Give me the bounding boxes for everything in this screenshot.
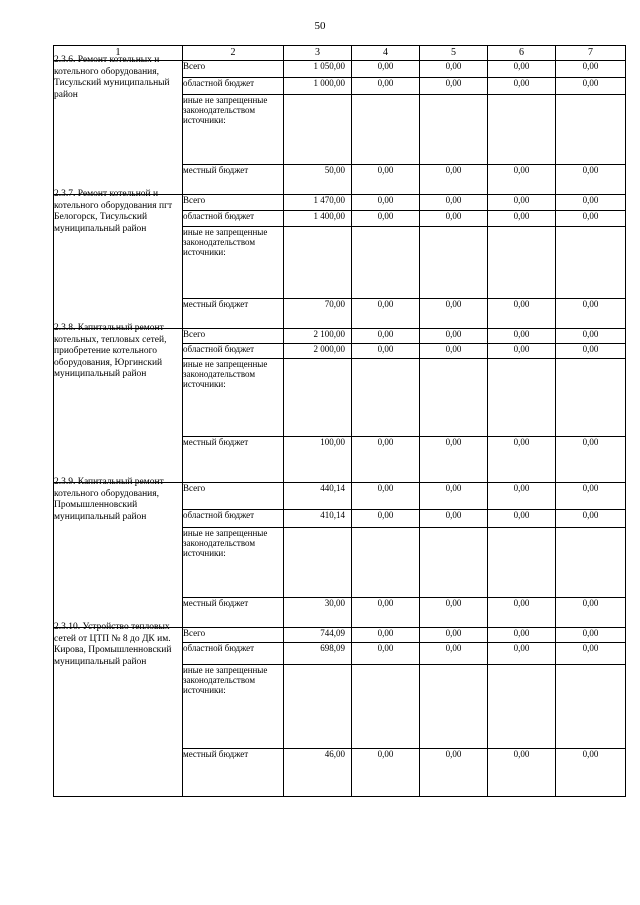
amount-cell [488,227,556,299]
amount-cell: 0,00 [420,165,488,195]
amount-cell: 0,00 [556,61,626,78]
amount-cell: 0,00 [488,211,556,227]
amount-cell: 744,09 [284,628,352,643]
funding-source-other: иные не запрещенные законодательством источники: [183,227,284,299]
amount-cell: 0,00 [488,749,556,797]
measure-description [54,622,183,797]
column-header: 3 [284,46,352,61]
amount-cell [420,665,488,749]
amount-cell [488,359,556,437]
amount-cell: 0,00 [488,628,556,643]
measure-description [54,55,183,195]
amount-cell: 0,00 [352,61,420,78]
amount-cell: 1 400,00 [284,211,352,227]
measure-description [54,323,183,483]
amount-cell: 0,00 [352,78,420,95]
column-header: 4 [352,46,420,61]
amount-cell: 0,00 [556,483,626,510]
measure-description [54,477,183,628]
budget-table [53,45,626,797]
amount-cell: 2 100,00 [284,329,352,344]
amount-cell: 0,00 [420,643,488,665]
amount-cell [420,528,488,598]
amount-cell: 0,00 [420,329,488,344]
measure-description-text: 2.3.10. Устройство тепловых сетей от ЦТП № 8 до ДК им. Кирова, Промышленновский муниципальный район [54,622,172,667]
funding-source-local: местный бюджет [183,165,284,195]
amount-cell: 0,00 [556,165,626,195]
amount-cell: 0,00 [352,165,420,195]
amount-cell: 0,00 [352,195,420,211]
amount-cell: 0,00 [420,344,488,359]
amount-cell: 0,00 [352,211,420,227]
amount-cell: 0,00 [488,329,556,344]
amount-cell: 100,00 [284,437,352,483]
funding-source-other: иные не запрещенные законодательством источники: [183,528,284,598]
amount-cell: 0,00 [556,598,626,628]
amount-cell: 0,00 [352,329,420,344]
column-header: 2 [183,46,284,61]
amount-cell: 0,00 [556,299,626,329]
amount-cell: 0,00 [488,195,556,211]
amount-cell [556,528,626,598]
table-body [54,55,626,797]
funding-source-other: иные не запрещенные законодательством источники: [183,95,284,165]
amount-cell: 0,00 [352,628,420,643]
table-row [54,195,626,211]
column-header: 6 [488,46,556,61]
amount-cell: 0,00 [488,598,556,628]
amount-cell: 0,00 [488,299,556,329]
funding-source-local: местный бюджет [183,299,284,329]
amount-cell: 0,00 [420,628,488,643]
measure-description [54,189,183,329]
amount-cell: 0,00 [420,299,488,329]
amount-cell: 30,00 [284,598,352,628]
measure-description-text: 2.3.7. Ремонт котельной и котельного оборудования пгт Белогорск, Тисульский муниципальный район [54,189,173,234]
amount-cell: 0,00 [556,211,626,227]
amount-cell: 0,00 [420,749,488,797]
amount-cell: 698,09 [284,643,352,665]
funding-source-total: Всего [183,329,284,344]
funding-source-regional: областной бюджет [183,510,284,528]
amount-cell: 0,00 [352,510,420,528]
amount-cell: 0,00 [488,643,556,665]
amount-cell: 0,00 [556,510,626,528]
amount-cell [284,359,352,437]
funding-source-local: местный бюджет [183,437,284,483]
amount-cell [284,528,352,598]
measure-description-text: 2.3.9. Капитальный ремонт котельного оборудования, Промышленновский муниципальный район [54,477,164,522]
amount-cell: 0,00 [420,211,488,227]
amount-cell [284,95,352,165]
amount-cell: 2 000,00 [284,344,352,359]
amount-cell: 0,00 [488,165,556,195]
table-row [54,483,626,510]
page-number: 50 [314,20,326,32]
amount-cell: 50,00 [284,165,352,195]
amount-cell: 0,00 [352,598,420,628]
amount-cell: 0,00 [352,749,420,797]
funding-source-local: местный бюджет [183,598,284,628]
amount-cell: 0,00 [352,344,420,359]
amount-cell [352,665,420,749]
amount-cell [488,95,556,165]
amount-cell: 1 470,00 [284,195,352,211]
amount-cell: 0,00 [556,329,626,344]
funding-source-other: иные не запрещенные законодательством источники: [183,359,284,437]
table-row [54,61,626,78]
amount-cell: 0,00 [488,61,556,78]
column-header: 5 [420,46,488,61]
funding-source-regional: областной бюджет [183,78,284,95]
amount-cell: 0,00 [488,437,556,483]
amount-cell: 0,00 [352,299,420,329]
amount-cell [488,528,556,598]
funding-source-regional: областной бюджет [183,643,284,665]
amount-cell [488,665,556,749]
amount-cell: 410,14 [284,510,352,528]
funding-source-total: Всего [183,61,284,78]
amount-cell [352,95,420,165]
amount-cell: 0,00 [352,643,420,665]
amount-cell: 440,14 [284,483,352,510]
amount-cell: 0,00 [488,344,556,359]
amount-cell [352,227,420,299]
column-header: 7 [556,46,626,61]
amount-cell [420,227,488,299]
amount-cell [420,95,488,165]
amount-cell [556,359,626,437]
amount-cell [556,227,626,299]
amount-cell: 0,00 [556,749,626,797]
amount-cell [420,359,488,437]
amount-cell: 0,00 [556,78,626,95]
funding-source-local: местный бюджет [183,749,284,797]
amount-cell: 0,00 [556,437,626,483]
amount-cell [284,227,352,299]
amount-cell: 70,00 [284,299,352,329]
amount-cell: 0,00 [420,510,488,528]
measure-description-text: 2.3.6. Ремонт котельных и котельного оборудования, Тисульский муниципальный район [54,55,170,100]
amount-cell: 0,00 [420,483,488,510]
funding-source-total: Всего [183,483,284,510]
amount-cell [556,95,626,165]
amount-cell: 0,00 [352,483,420,510]
funding-source-other: иные не запрещенные законодательством источники: [183,665,284,749]
amount-cell: 0,00 [488,483,556,510]
amount-cell: 0,00 [420,61,488,78]
amount-cell: 46,00 [284,749,352,797]
amount-cell: 1 050,00 [284,61,352,78]
amount-cell [284,665,352,749]
amount-cell: 0,00 [420,598,488,628]
amount-cell: 0,00 [556,643,626,665]
amount-cell [352,359,420,437]
amount-cell: 0,00 [488,78,556,95]
amount-cell: 0,00 [556,195,626,211]
amount-cell: 0,00 [420,195,488,211]
amount-cell [352,528,420,598]
amount-cell [556,665,626,749]
funding-source-regional: областной бюджет [183,211,284,227]
amount-cell: 0,00 [352,437,420,483]
amount-cell: 0,00 [420,78,488,95]
funding-source-total: Всего [183,628,284,643]
column-header: 1 [54,46,183,61]
measure-description-text: 2.3.8. Капитальный ремонт котельных, тепловых сетей, приобретение котельного оборудования, Юргинский муниципальный район [54,323,167,379]
amount-cell: 1 000,00 [284,78,352,95]
amount-cell: 0,00 [556,344,626,359]
table-row [54,329,626,344]
funding-source-total: Всего [183,195,284,211]
amount-cell: 0,00 [556,628,626,643]
funding-source-regional: областной бюджет [183,344,284,359]
amount-cell: 0,00 [488,510,556,528]
table-row [54,628,626,643]
amount-cell: 0,00 [420,437,488,483]
